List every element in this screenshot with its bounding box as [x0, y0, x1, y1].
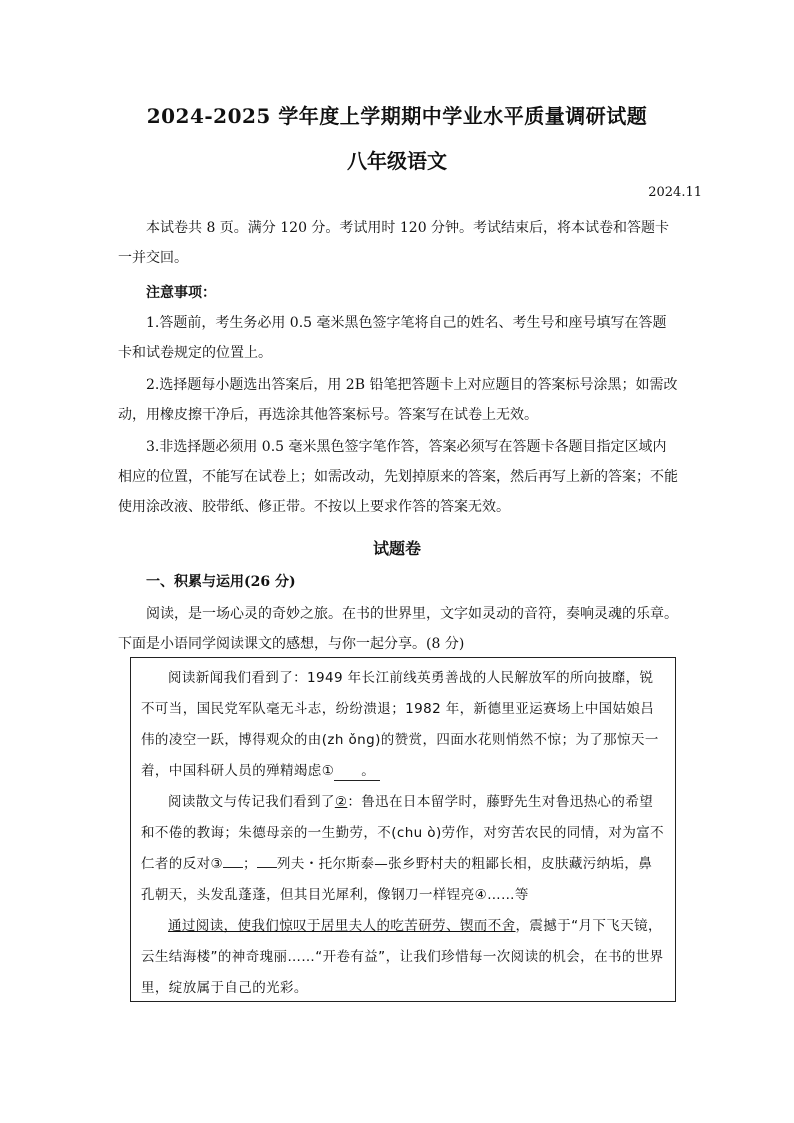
section-title: 试题卷	[372, 539, 421, 558]
note-item-1: 1.答题前，考生务必用 0.5 毫米黑色签字笔将自己的姓名、考生号和座号填写在答题卡和试卷规定的位置上。	[118, 315, 667, 361]
passage-p1-text: 阅读新闻我们看到了：1949 年长江前线英勇善战的人民解放军的所向披靡，锐不可当，国民党军队毫无斗志，纷纷溃退；1982 年，新德里亚运赛场上中国姑娘吕伟的凌空一跃，博得观众的由(zh ǒng)的赞赏，四面水花则悄然不惊；为了那惊天一着，中国科研人员的殚精竭虑①	[141, 670, 659, 779]
blank-2: ②	[334, 794, 348, 810]
passage-p2-b: ：鲁迅在日本留学时，藤野先生对鲁迅热心的希望和不倦的教诲；朱德母亲的一生勤劳，不(chu ò)劳作，对穷苦农民的同情，对为富不仁者的反对③	[141, 794, 665, 872]
exam-subject: 八年级语文	[347, 149, 447, 173]
lead-paragraph: 阅读，是一场心灵的奇妙之旅。在书的世界里，文字如灵动的音符，奏响灵魂的乐章。下面是小语同学阅读课文的感想，与你一起分享。(8 分)	[118, 606, 678, 652]
reading-passage-box	[130, 657, 676, 1002]
note-item-2: 2.选择题每小题选出答案后，用 2B 铅笔把答题卡上对应题目的答案标号涂黑；如需改动，用橡皮擦干净后，再选涂其他答案标号。答案写在试卷上无效。	[118, 377, 678, 423]
note-item-3: 3.非选择题必须用 0.5 毫米黑色签字笔作答，答案必须写在答题卡各题目指定区域内相应的位置，不能写在试卷上；如需改动，先划掉原来的答案，然后再写上新的答案；不能使用涂改液、胶带纸、修正带。不按以上要求作答的答案无效。	[118, 439, 678, 515]
blank-3b	[257, 867, 277, 868]
exam-date: 2024.11	[648, 185, 702, 200]
intro-paragraph: 本试卷共 8 页。满分 120 分。考试用时 120 分钟。考试结束后，将本试卷和答题卡一并交回。	[118, 220, 670, 266]
passage-p2-semicolon: ；	[243, 856, 257, 872]
passage-paragraph-2	[141, 787, 665, 911]
notes-heading: 注意事项：	[146, 285, 216, 301]
underlined-sentence: 通过阅读，使我们惊叹于居里夫人的吃苦研劳、锲而不舍	[168, 918, 516, 934]
passage-paragraph-1	[141, 663, 665, 787]
passage-p2-a: 阅读散文与传记我们看到了	[168, 794, 335, 810]
blank-3	[223, 867, 243, 868]
blank-1: 。	[334, 762, 380, 781]
exam-title: 2024-2025 学年度上学期期中学业水平质量调研试题	[146, 104, 648, 128]
passage-paragraph-3	[141, 911, 665, 1004]
part-heading: 一、积累与运用(26 分)	[146, 574, 296, 590]
passage-p2-c: 列夫・托尔斯泰—张乡野村夫的粗鄙长相，皮肤藏污纳垢，鼻孔朝天，头发乱蓬蓬，但其目光犀利，像钢刀一样锃亮④……等	[141, 856, 653, 903]
passage-p3-rest: ，震撼于“月下飞天镜，云生结海楼”的神奇瑰丽……“开卷有益”，让我们珍惜每一次阅读的机会，在书的世界里，绽放属于自己的光彩。	[141, 918, 664, 996]
